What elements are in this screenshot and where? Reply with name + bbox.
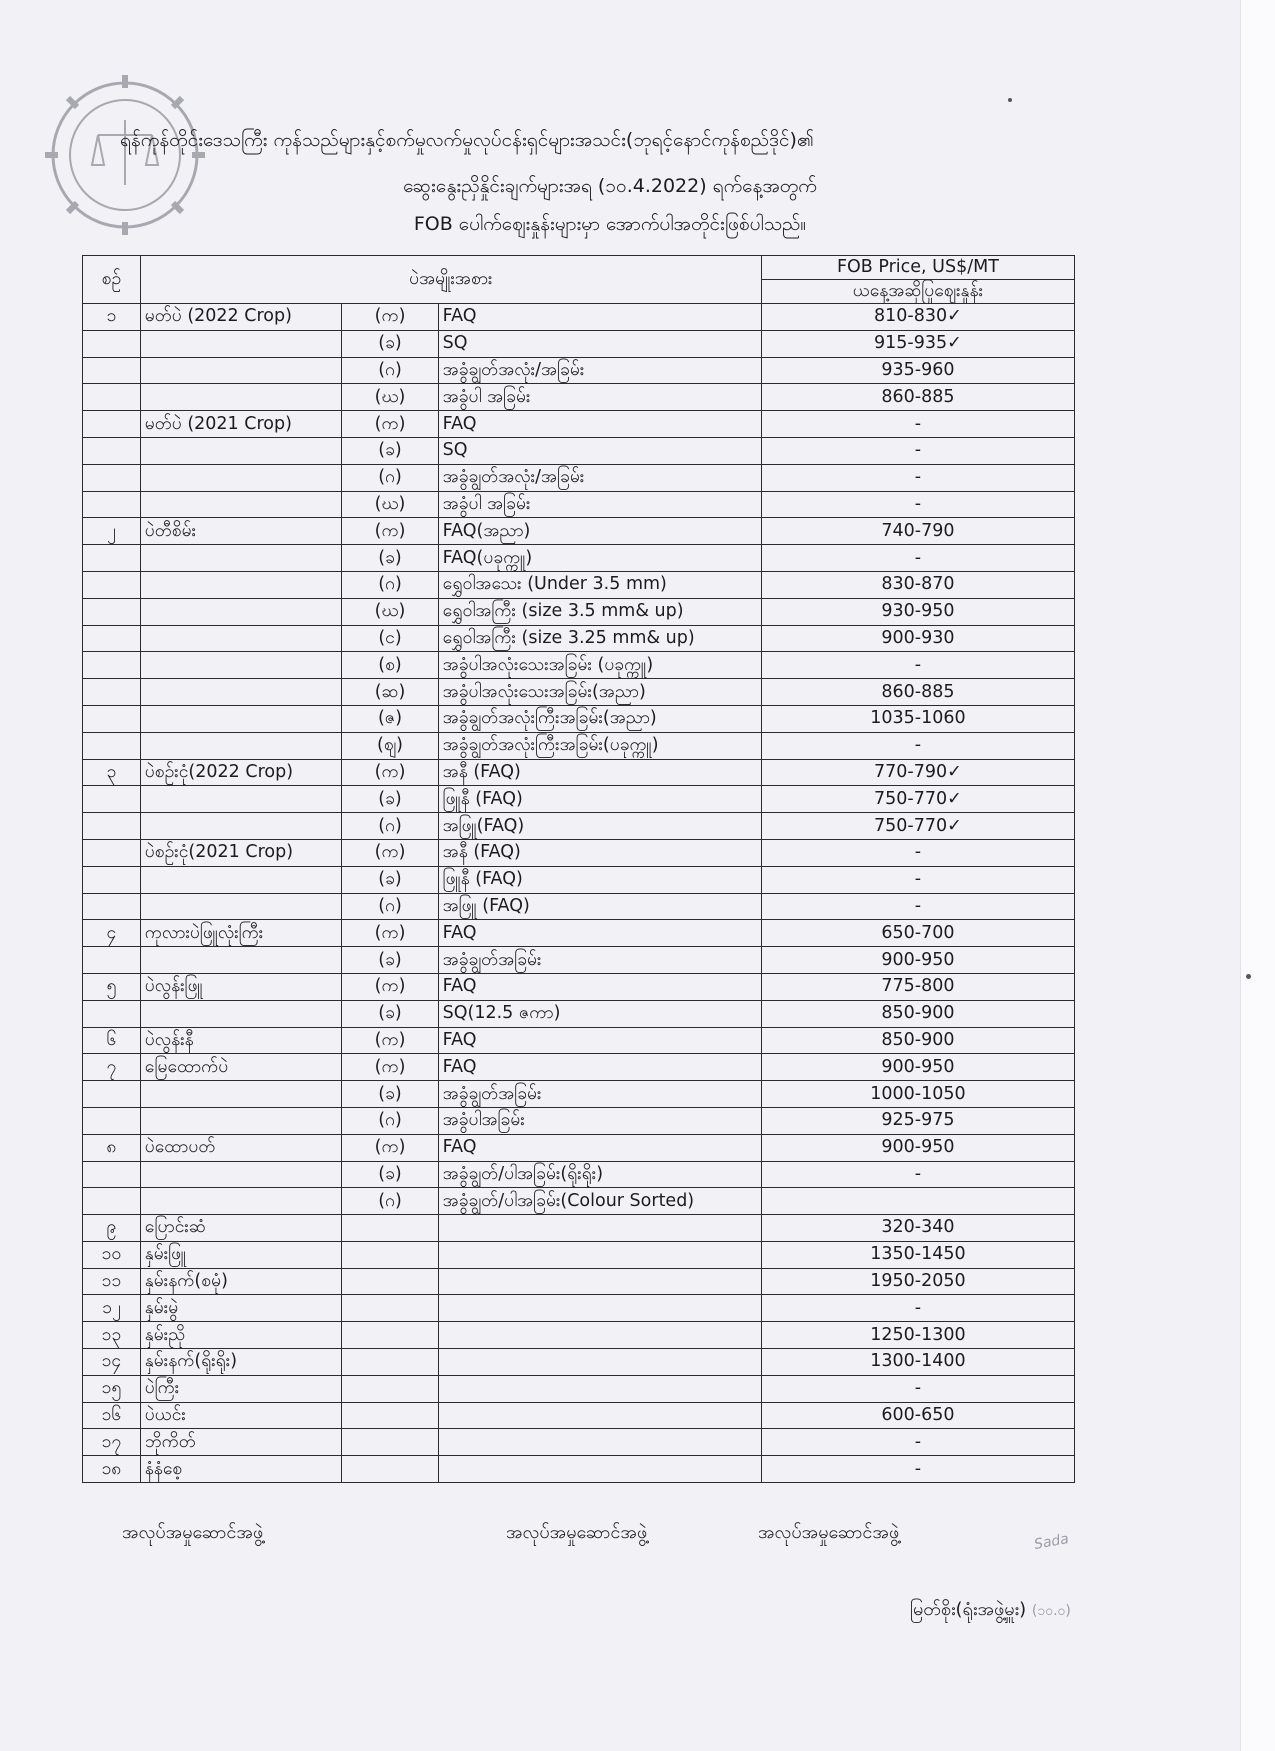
cell-item-name: ဘိုကိတ်	[140, 1429, 342, 1456]
cell-grade-code: (ဃ)	[342, 384, 438, 411]
header-line-3: FOB ပေါက်ဈေးနှုန်းများမှာ အောက်ပါအတိုင်းဖြစ်ပါသည်။	[413, 213, 807, 235]
cell-no: ၆	[83, 1027, 141, 1054]
cell-price: -	[761, 411, 1074, 438]
cell-no	[83, 625, 141, 652]
cell-no: ၁၂	[83, 1295, 141, 1322]
cell-grade	[438, 1429, 761, 1456]
table-row	[83, 330, 1075, 357]
table-row	[83, 1215, 1075, 1242]
table-row	[83, 571, 1075, 598]
cell-item-name	[140, 679, 342, 706]
cell-grade-code: (ခ)	[342, 330, 438, 357]
cell-grade-code: (ဂ)	[342, 813, 438, 840]
cell-price: 1250-1300	[761, 1322, 1074, 1349]
signature-label-2: အလုပ်အမှုဆောင်အဖွဲ့	[506, 1522, 648, 1543]
cell-no	[83, 947, 141, 974]
cell-grade	[438, 1402, 761, 1429]
cell-price: 1000-1050	[761, 1081, 1074, 1108]
cell-grade-code: (ဃ)	[342, 491, 438, 518]
table-row	[83, 705, 1075, 732]
table-row	[83, 947, 1075, 974]
table-row	[83, 1107, 1075, 1134]
cell-grade: အခွံပါ အခြမ်း	[438, 384, 761, 411]
col-header-price: FOB Price, US$/MT	[761, 256, 1074, 280]
cell-price: -	[761, 545, 1074, 572]
cell-grade: FAQ(ပခုက္ကူ)	[438, 545, 761, 572]
cell-price: 775-800	[761, 973, 1074, 1000]
cell-item-name: ပဲလွန်းဖြူ	[140, 973, 342, 1000]
cell-item-name	[140, 357, 342, 384]
cell-grade-code: (ခ)	[342, 545, 438, 572]
cell-grade-code: (ဈ)	[342, 732, 438, 759]
cell-item-name: နှမ်းနက်(ရိုးရိုး)	[140, 1349, 342, 1376]
cell-no: ၁၇	[83, 1429, 141, 1456]
cell-price: 900-950	[761, 1054, 1074, 1081]
cell-price: 1350-1450	[761, 1241, 1074, 1268]
cell-grade: FAQ	[438, 920, 761, 947]
cell-no	[83, 464, 141, 491]
table-row	[83, 1295, 1075, 1322]
table-row	[83, 411, 1075, 438]
cell-grade-code: (ဂ)	[342, 1188, 438, 1215]
signature-label-1: အလုပ်အမှုဆောင်အဖွဲ့	[122, 1522, 264, 1543]
cell-price: 900-950	[761, 1134, 1074, 1161]
cell-item-name	[140, 947, 342, 974]
table-row	[83, 1268, 1075, 1295]
cell-no: ၉	[83, 1215, 141, 1242]
header-line-1: ရန်ကုန်တိုင်းဒေသကြီး ကုန်သည်များနှင့်စက်မှုလက်မှုလုပ်ငန်းရှင်များအသင်း(ဘုရင့်နောင်ကုန်စည်ဒိုင်)၏	[120, 129, 814, 151]
table-row	[83, 1161, 1075, 1188]
cell-no: ၁၄	[83, 1349, 141, 1376]
cell-item-name	[140, 491, 342, 518]
cell-grade-code: (ခ)	[342, 1081, 438, 1108]
table-row	[83, 357, 1075, 384]
cell-grade-code	[342, 1429, 438, 1456]
cell-grade: ဖြူနီ (FAQ)	[438, 866, 761, 893]
cell-item-name: ပဲစဉ်းငုံ(2021 Crop)	[140, 839, 342, 866]
col-header-price-sub: ယနေ့အဆိုပြုဈေးနှုန်း	[761, 280, 1074, 304]
cell-price: 850-900	[761, 1000, 1074, 1027]
cell-item-name	[140, 625, 342, 652]
table-row	[83, 437, 1075, 464]
cell-no	[83, 411, 141, 438]
cell-grade-code: (က)	[342, 759, 438, 786]
cell-grade-code: (ခ)	[342, 866, 438, 893]
cell-grade	[438, 1375, 761, 1402]
cell-grade: အနီ (FAQ)	[438, 839, 761, 866]
table-row	[83, 1027, 1075, 1054]
cell-grade-code	[342, 1322, 438, 1349]
cell-grade: အခွံပါအလုံးသေးအခြမ်း(အညာ)	[438, 679, 761, 706]
cell-grade-code: (ဂ)	[342, 357, 438, 384]
cell-item-name	[140, 652, 342, 679]
cell-price: -	[761, 866, 1074, 893]
table-row	[83, 866, 1075, 893]
cell-item-name	[140, 1081, 342, 1108]
cell-grade	[438, 1268, 761, 1295]
table-row	[83, 491, 1075, 518]
table-row	[83, 1456, 1075, 1483]
cell-grade: FAQ(အညာ)	[438, 518, 761, 545]
cell-no: ၁၀	[83, 1241, 141, 1268]
cell-no: ၁၈	[83, 1456, 141, 1483]
cell-grade: အခွံချွတ်အလုံးကြီးအခြမ်း(အညာ)	[438, 705, 761, 732]
cell-price: -	[761, 1456, 1074, 1483]
cell-grade	[438, 1215, 761, 1242]
cell-price: 900-930	[761, 625, 1074, 652]
table-row	[83, 652, 1075, 679]
cell-no: ၁၃	[83, 1322, 141, 1349]
cell-grade-code: (က)	[342, 1134, 438, 1161]
cell-item-name: နှမ်းဖြူ	[140, 1241, 342, 1268]
cell-price: 320-340	[761, 1215, 1074, 1242]
cell-no	[83, 1188, 141, 1215]
cell-grade-code: (က)	[342, 411, 438, 438]
cell-grade: အနီ (FAQ)	[438, 759, 761, 786]
cell-price: 850-900	[761, 1027, 1074, 1054]
cell-item-name: ပဲလွန်းနီ	[140, 1027, 342, 1054]
cell-grade: FAQ	[438, 411, 761, 438]
cell-price: -	[761, 652, 1074, 679]
cell-price: -	[761, 491, 1074, 518]
handwritten-signature: Sada	[1032, 1531, 1071, 1553]
cell-grade-code: (ခ)	[342, 1161, 438, 1188]
cell-grade: FAQ	[438, 1054, 761, 1081]
cell-price: 930-950	[761, 598, 1074, 625]
cell-no	[83, 1107, 141, 1134]
cell-grade: FAQ	[438, 1027, 761, 1054]
cell-no	[83, 893, 141, 920]
table-row	[83, 304, 1075, 331]
cell-grade-code: (ဂ)	[342, 893, 438, 920]
signature-label-3: အလုပ်အမှုဆောင်အဖွဲ့	[758, 1522, 900, 1543]
scan-speck	[1246, 974, 1251, 979]
cell-item-name	[140, 866, 342, 893]
cell-grade: အခွံချွတ်အလုံး/အခြမ်း	[438, 464, 761, 491]
cell-no: ၇	[83, 1054, 141, 1081]
cell-grade-code: (ခ)	[342, 947, 438, 974]
cell-grade-code: (က)	[342, 518, 438, 545]
cell-grade	[438, 1456, 761, 1483]
cell-item-name	[140, 893, 342, 920]
table-row	[83, 598, 1075, 625]
cell-grade-code: (က)	[342, 304, 438, 331]
table-row	[83, 920, 1075, 947]
cell-grade: ဖြူနီ (FAQ)	[438, 786, 761, 813]
cell-grade-code: (ဃ)	[342, 598, 438, 625]
col-header-no: စဉ်	[83, 256, 141, 304]
cell-grade-code: (ဇ)	[342, 705, 438, 732]
cell-no	[83, 598, 141, 625]
cell-price: 1950-2050	[761, 1268, 1074, 1295]
table-row	[83, 679, 1075, 706]
page-edge	[1240, 0, 1275, 1751]
cell-no	[83, 866, 141, 893]
cell-item-name	[140, 1161, 342, 1188]
cell-price: 925-975	[761, 1107, 1074, 1134]
cell-no: ၅	[83, 973, 141, 1000]
cell-no	[83, 357, 141, 384]
cell-item-name	[140, 571, 342, 598]
cell-grade: အခွံချွတ်အလုံး/အခြမ်း	[438, 357, 761, 384]
cell-no: ၁၆	[83, 1402, 141, 1429]
cell-item-name: နံနံစေ့	[140, 1456, 342, 1483]
cell-item-name: မတ်ပဲ (2022 Crop)	[140, 304, 342, 331]
cell-item-name: မတ်ပဲ (2021 Crop)	[140, 411, 342, 438]
cell-no: ၁၁	[83, 1268, 141, 1295]
table-row	[83, 625, 1075, 652]
cell-item-name: နှမ်းညို	[140, 1322, 342, 1349]
cell-item-name	[140, 705, 342, 732]
cell-grade-code: (ခ)	[342, 1000, 438, 1027]
cell-no: ၈	[83, 1134, 141, 1161]
cell-item-name	[140, 1188, 342, 1215]
table-row	[83, 893, 1075, 920]
cell-price: -	[761, 839, 1074, 866]
table-row	[83, 786, 1075, 813]
cell-grade-code	[342, 1402, 438, 1429]
cell-grade-code	[342, 1268, 438, 1295]
cell-item-name	[140, 464, 342, 491]
cell-grade-code: (က)	[342, 1027, 438, 1054]
cell-no: ၂	[83, 518, 141, 545]
cell-grade	[438, 1349, 761, 1376]
table-row	[83, 1054, 1075, 1081]
cell-grade-code: (ခ)	[342, 786, 438, 813]
cell-grade-code	[342, 1215, 438, 1242]
table-row	[83, 1000, 1075, 1027]
cell-grade: အဖြူ (FAQ)	[438, 893, 761, 920]
cell-no	[83, 786, 141, 813]
table-row	[83, 1322, 1075, 1349]
table-header-row	[83, 256, 1075, 280]
cell-price: -	[761, 1161, 1074, 1188]
cell-no	[83, 1081, 141, 1108]
table-row	[83, 518, 1075, 545]
table-row	[83, 732, 1075, 759]
cell-item-name: မြေထောက်ပဲ	[140, 1054, 342, 1081]
cell-grade: အခွံချွတ်အခြမ်း	[438, 1081, 761, 1108]
cell-grade	[438, 1322, 761, 1349]
cell-price: 750-770✓	[761, 813, 1074, 840]
signer-name: မြတ်စိုး(ရုံးအဖွဲ့မှူး) (၁၀.၀)	[910, 1599, 1071, 1620]
cell-item-name	[140, 330, 342, 357]
cell-grade: အဖြူ(FAQ)	[438, 813, 761, 840]
cell-no: ၃	[83, 759, 141, 786]
cell-item-name: ပဲထောပတ်	[140, 1134, 342, 1161]
cell-grade-code: (င)	[342, 625, 438, 652]
cell-grade: SQ(12.5 ဇကာ)	[438, 1000, 761, 1027]
cell-price: 750-770✓	[761, 786, 1074, 813]
cell-item-name: ပဲကြီး	[140, 1375, 342, 1402]
table-row	[83, 1081, 1075, 1108]
cell-item-name: နှမ်းနက်(စမုံ)	[140, 1268, 342, 1295]
cell-grade: အခွံချွတ်အလုံးကြီးအခြမ်း(ပခုက္ကူ)	[438, 732, 761, 759]
cell-grade: SQ	[438, 330, 761, 357]
cell-grade-code: (ဂ)	[342, 571, 438, 598]
cell-price: 935-960	[761, 357, 1074, 384]
table-row	[83, 1429, 1075, 1456]
cell-grade: အခွံပါအလုံးသေးအခြမ်း (ပခုက္ကူ)	[438, 652, 761, 679]
cell-grade-code	[342, 1295, 438, 1322]
cell-item-name	[140, 545, 342, 572]
table-row	[83, 759, 1075, 786]
cell-grade-code	[342, 1375, 438, 1402]
cell-no	[83, 652, 141, 679]
cell-item-name	[140, 786, 342, 813]
table-row	[83, 1241, 1075, 1268]
header-line-2: ဆွေးနွေးညှိနှိုင်းချက်များအရ (၁၀.4.2022) ရက်နေ့အတွက်	[403, 175, 817, 197]
cell-item-name: ပဲတီစိမ်း	[140, 518, 342, 545]
cell-grade-code: (ဂ)	[342, 464, 438, 491]
col-header-item: ပဲအမျိုးအစား	[140, 256, 761, 304]
cell-item-name	[140, 598, 342, 625]
cell-grade: FAQ	[438, 1134, 761, 1161]
cell-item-name	[140, 1000, 342, 1027]
cell-grade: ရွှေဝါအကြီး (size 3.5 mm& up)	[438, 598, 761, 625]
cell-grade-code: (ဆ)	[342, 679, 438, 706]
cell-item-name	[140, 1107, 342, 1134]
cell-item-name	[140, 437, 342, 464]
cell-no	[83, 437, 141, 464]
cell-no	[83, 839, 141, 866]
cell-grade-code	[342, 1241, 438, 1268]
cell-grade: FAQ	[438, 304, 761, 331]
cell-price: 770-790✓	[761, 759, 1074, 786]
cell-grade: အခွံချွတ်/ပါအခြမ်း(ရိုးရိုး)	[438, 1161, 761, 1188]
cell-grade-code: (ဂ)	[342, 1107, 438, 1134]
cell-grade: SQ	[438, 437, 761, 464]
table-row	[83, 1188, 1075, 1215]
cell-price: -	[761, 893, 1074, 920]
scan-speck	[1008, 98, 1012, 102]
cell-no: ၄	[83, 920, 141, 947]
cell-price: 810-830✓	[761, 304, 1074, 331]
cell-grade-code: (က)	[342, 1054, 438, 1081]
cell-price: 860-885	[761, 384, 1074, 411]
cell-item-name: နှမ်းမွဲ	[140, 1295, 342, 1322]
cell-grade-code: (စ)	[342, 652, 438, 679]
cell-price: -	[761, 437, 1074, 464]
table-row	[83, 384, 1075, 411]
cell-price: -	[761, 1375, 1074, 1402]
table-row	[83, 813, 1075, 840]
cell-price	[761, 1188, 1074, 1215]
cell-item-name	[140, 732, 342, 759]
cell-grade: အခွံပါ အခြမ်း	[438, 491, 761, 518]
cell-no	[83, 330, 141, 357]
cell-no: ၁၅	[83, 1375, 141, 1402]
cell-grade: အခွံပါအခြမ်း	[438, 1107, 761, 1134]
cell-grade	[438, 1295, 761, 1322]
cell-item-name: ကုလားပဲဖြူလုံးကြီး	[140, 920, 342, 947]
cell-grade: ရွှေဝါအသေး (Under 3.5 mm)	[438, 571, 761, 598]
cell-item-name	[140, 384, 342, 411]
table-row	[83, 1134, 1075, 1161]
cell-price: 900-950	[761, 947, 1074, 974]
cell-no	[83, 732, 141, 759]
cell-grade: အခွံချွတ်အခြမ်း	[438, 947, 761, 974]
table-row	[83, 545, 1075, 572]
cell-no	[83, 545, 141, 572]
cell-no	[83, 491, 141, 518]
cell-item-name: ပဲစဉ်းငုံ(2022 Crop)	[140, 759, 342, 786]
cell-grade-code: (က)	[342, 920, 438, 947]
table-row	[83, 1375, 1075, 1402]
cell-price: 650-700	[761, 920, 1074, 947]
table-row	[83, 1349, 1075, 1376]
cell-price: 915-935✓	[761, 330, 1074, 357]
cell-item-name: ပြောင်းဆံ	[140, 1215, 342, 1242]
table-row	[83, 839, 1075, 866]
cell-price: 1300-1400	[761, 1349, 1074, 1376]
table-row	[83, 1402, 1075, 1429]
cell-price: 740-790	[761, 518, 1074, 545]
cell-price: 1035-1060	[761, 705, 1074, 732]
cell-grade-code	[342, 1456, 438, 1483]
cell-no	[83, 1161, 141, 1188]
cell-price: 830-870	[761, 571, 1074, 598]
cell-no	[83, 384, 141, 411]
cell-grade: ရွှေဝါအကြီး (size 3.25 mm& up)	[438, 625, 761, 652]
cell-grade: FAQ	[438, 973, 761, 1000]
cell-no: ၁	[83, 304, 141, 331]
cell-price: 600-650	[761, 1402, 1074, 1429]
cell-item-name	[140, 813, 342, 840]
table-row	[83, 973, 1075, 1000]
cell-price: -	[761, 1429, 1074, 1456]
cell-no	[83, 1000, 141, 1027]
cell-grade-code: (က)	[342, 839, 438, 866]
price-table	[82, 255, 1075, 1483]
cell-price: 860-885	[761, 679, 1074, 706]
cell-grade-code: (ခ)	[342, 437, 438, 464]
cell-grade-code	[342, 1349, 438, 1376]
table-row	[83, 464, 1075, 491]
cell-grade	[438, 1241, 761, 1268]
cell-no	[83, 813, 141, 840]
cell-price: -	[761, 1295, 1074, 1322]
cell-no	[83, 571, 141, 598]
cell-item-name: ပဲယင်း	[140, 1402, 342, 1429]
cell-no	[83, 679, 141, 706]
cell-no	[83, 705, 141, 732]
cell-price: -	[761, 732, 1074, 759]
cell-price: -	[761, 464, 1074, 491]
cell-grade: အခွံချွတ်/ပါအခြမ်း(Colour Sorted)	[438, 1188, 761, 1215]
cell-grade-code: (က)	[342, 973, 438, 1000]
